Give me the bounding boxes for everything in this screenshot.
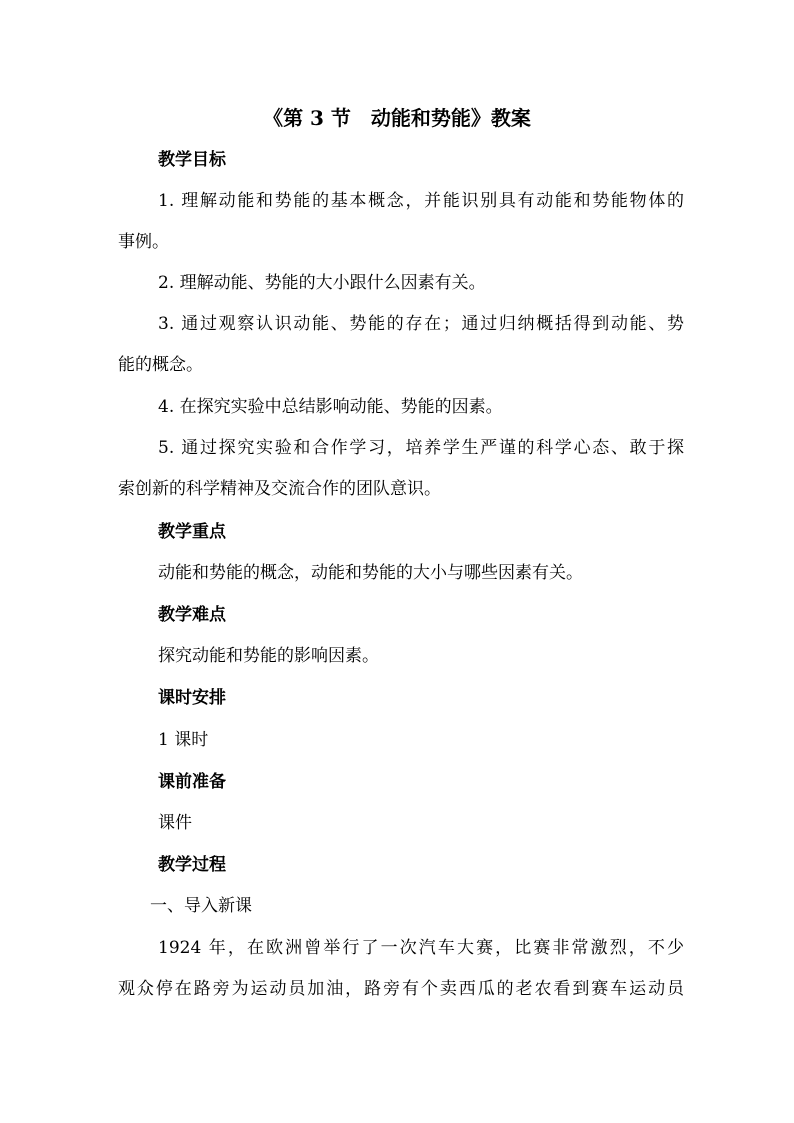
difficulties-heading: 教学难点 — [158, 605, 226, 625]
process-para-line-2: 观众停在路旁为运动员加油，路旁有个卖西瓜的老农看到赛车运动员 — [118, 979, 684, 999]
preparation-heading: 课前准备 — [158, 772, 226, 792]
key-points-text: 动能和势能的概念，动能和势能的大小与哪些因素有关。 — [158, 563, 583, 583]
objective-1-line-1: 1. 理解动能和势能的基本概念，并能识别具有动能和势能物体的 — [158, 191, 684, 211]
schedule-text: 1 课时 — [158, 730, 209, 750]
process-para-line-1: 1924 年，在欧洲曾举行了一次汽车大赛，比赛非常激烈，不少 — [158, 938, 684, 958]
schedule-heading: 课时安排 — [158, 688, 226, 708]
difficulties-text: 探究动能和势能的影响因素。 — [158, 646, 379, 666]
objective-3-line-1: 3. 通过观察认识动能、势能的存在；通过归纳概括得到动能、势 — [158, 314, 684, 334]
process-section-1: 一、导入新课 — [150, 896, 252, 916]
objective-1-line-2: 事例。 — [118, 232, 169, 252]
objective-3-line-2: 能的概念。 — [118, 355, 203, 375]
objective-5-line-1: 5. 通过探究实验和合作学习，培养学生严谨的科学心态、敢于探 — [158, 438, 684, 458]
document-title: 《第 3 节 动能和势能》教案 — [263, 106, 531, 130]
preparation-text: 课件 — [158, 813, 192, 833]
process-heading: 教学过程 — [158, 855, 226, 875]
objectives-heading: 教学目标 — [158, 150, 226, 170]
key-points-heading: 教学重点 — [158, 522, 226, 542]
objective-4: 4. 在探究实验中总结影响动能、势能的因素。 — [158, 397, 503, 417]
objective-5-line-2: 索创新的科学精神及交流合作的团队意识。 — [118, 479, 441, 499]
objective-2: 2. 理解动能、势能的大小跟什么因素有关。 — [158, 273, 486, 293]
